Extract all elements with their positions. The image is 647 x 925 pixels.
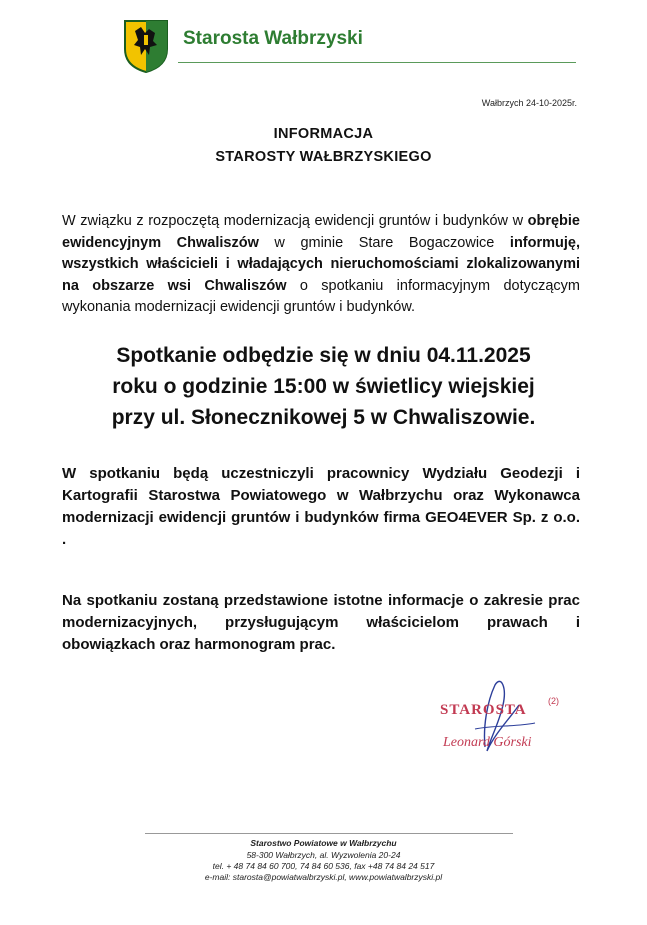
agenda-paragraph: Na spotkaniu zostaną przedstawione istotne informacje o zakresie prac modernizacyjnych, przysługującym właścicielom prawach i obowiązkach oraz harmonogram prac. xyxy=(62,592,580,653)
footer-divider xyxy=(145,833,513,834)
intro-bold-2: informuję, wszystkich właścicieli i władających nieruchomościami zlokalizowanymi na obszarze wsi Chwaliszów xyxy=(62,234,581,294)
document-subtitle: STAROSTY WAŁBRZYSKIEGO xyxy=(215,149,432,165)
meeting-line-2: roku o godzinie 15:00 w świetlicy wiejskiej xyxy=(112,375,535,398)
intro-text-3: o spotkaniu informacyjnym dotyczącym wykonania modernizacji ewidencji gruntów i budynków. xyxy=(62,277,581,315)
footer-organization: Starostwo Powiatowe w Wałbrzychu xyxy=(250,838,397,848)
intro-text-1: W związku z rozpoczętą modernizacją ewidencji gruntów i budynków w xyxy=(62,213,528,229)
document-title: INFORMACJA xyxy=(273,126,374,142)
intro-paragraph xyxy=(62,211,580,319)
stamp-name: Leonard Górski xyxy=(443,735,532,750)
header-title: Starosta Wałbrzyski xyxy=(183,28,363,49)
coat-of-arms-icon xyxy=(123,19,169,73)
intro-bold-1: obrębie ewidencyjnym Chwaliszów xyxy=(62,213,580,251)
intro-text-2: w gminie Stare Bogaczowice xyxy=(258,234,510,251)
meeting-line-3: przy ul. Słonecznikowej 5 w Chwaliszowie. xyxy=(111,406,536,429)
participants-paragraph: W spotkaniu będą uczestniczyli pracownicy Wydziału Geodezji i Kartografii Starostwa Powiatowego w Wałbrzychu oraz Wykonawca modernizacji ewidencji gruntów i budynków firma GEO4EVER Sp. z o.o. . xyxy=(62,465,580,548)
header-divider xyxy=(178,62,576,63)
footer-email: e-mail: starosta@powiatwalbrzyski.pl, www.powiatwalbrzyski.pl xyxy=(204,872,443,882)
footer-address: 58-300 Wałbrzych, al. Wyzwolenia 20-24 xyxy=(246,850,401,860)
meeting-announcement xyxy=(0,340,647,433)
meeting-line-1: Spotkanie odbędzie się w dniu 04.11.2025 xyxy=(116,344,531,367)
stamp-number: (2) xyxy=(548,696,559,706)
document-date: Wałbrzych 24-10-2025r. xyxy=(481,98,577,108)
footer-phone: tel. + 48 74 84 60 700, 74 84 60 536, fax +48 74 84 24 517 xyxy=(212,861,435,871)
stamp-title: STAROSTA xyxy=(440,702,527,718)
